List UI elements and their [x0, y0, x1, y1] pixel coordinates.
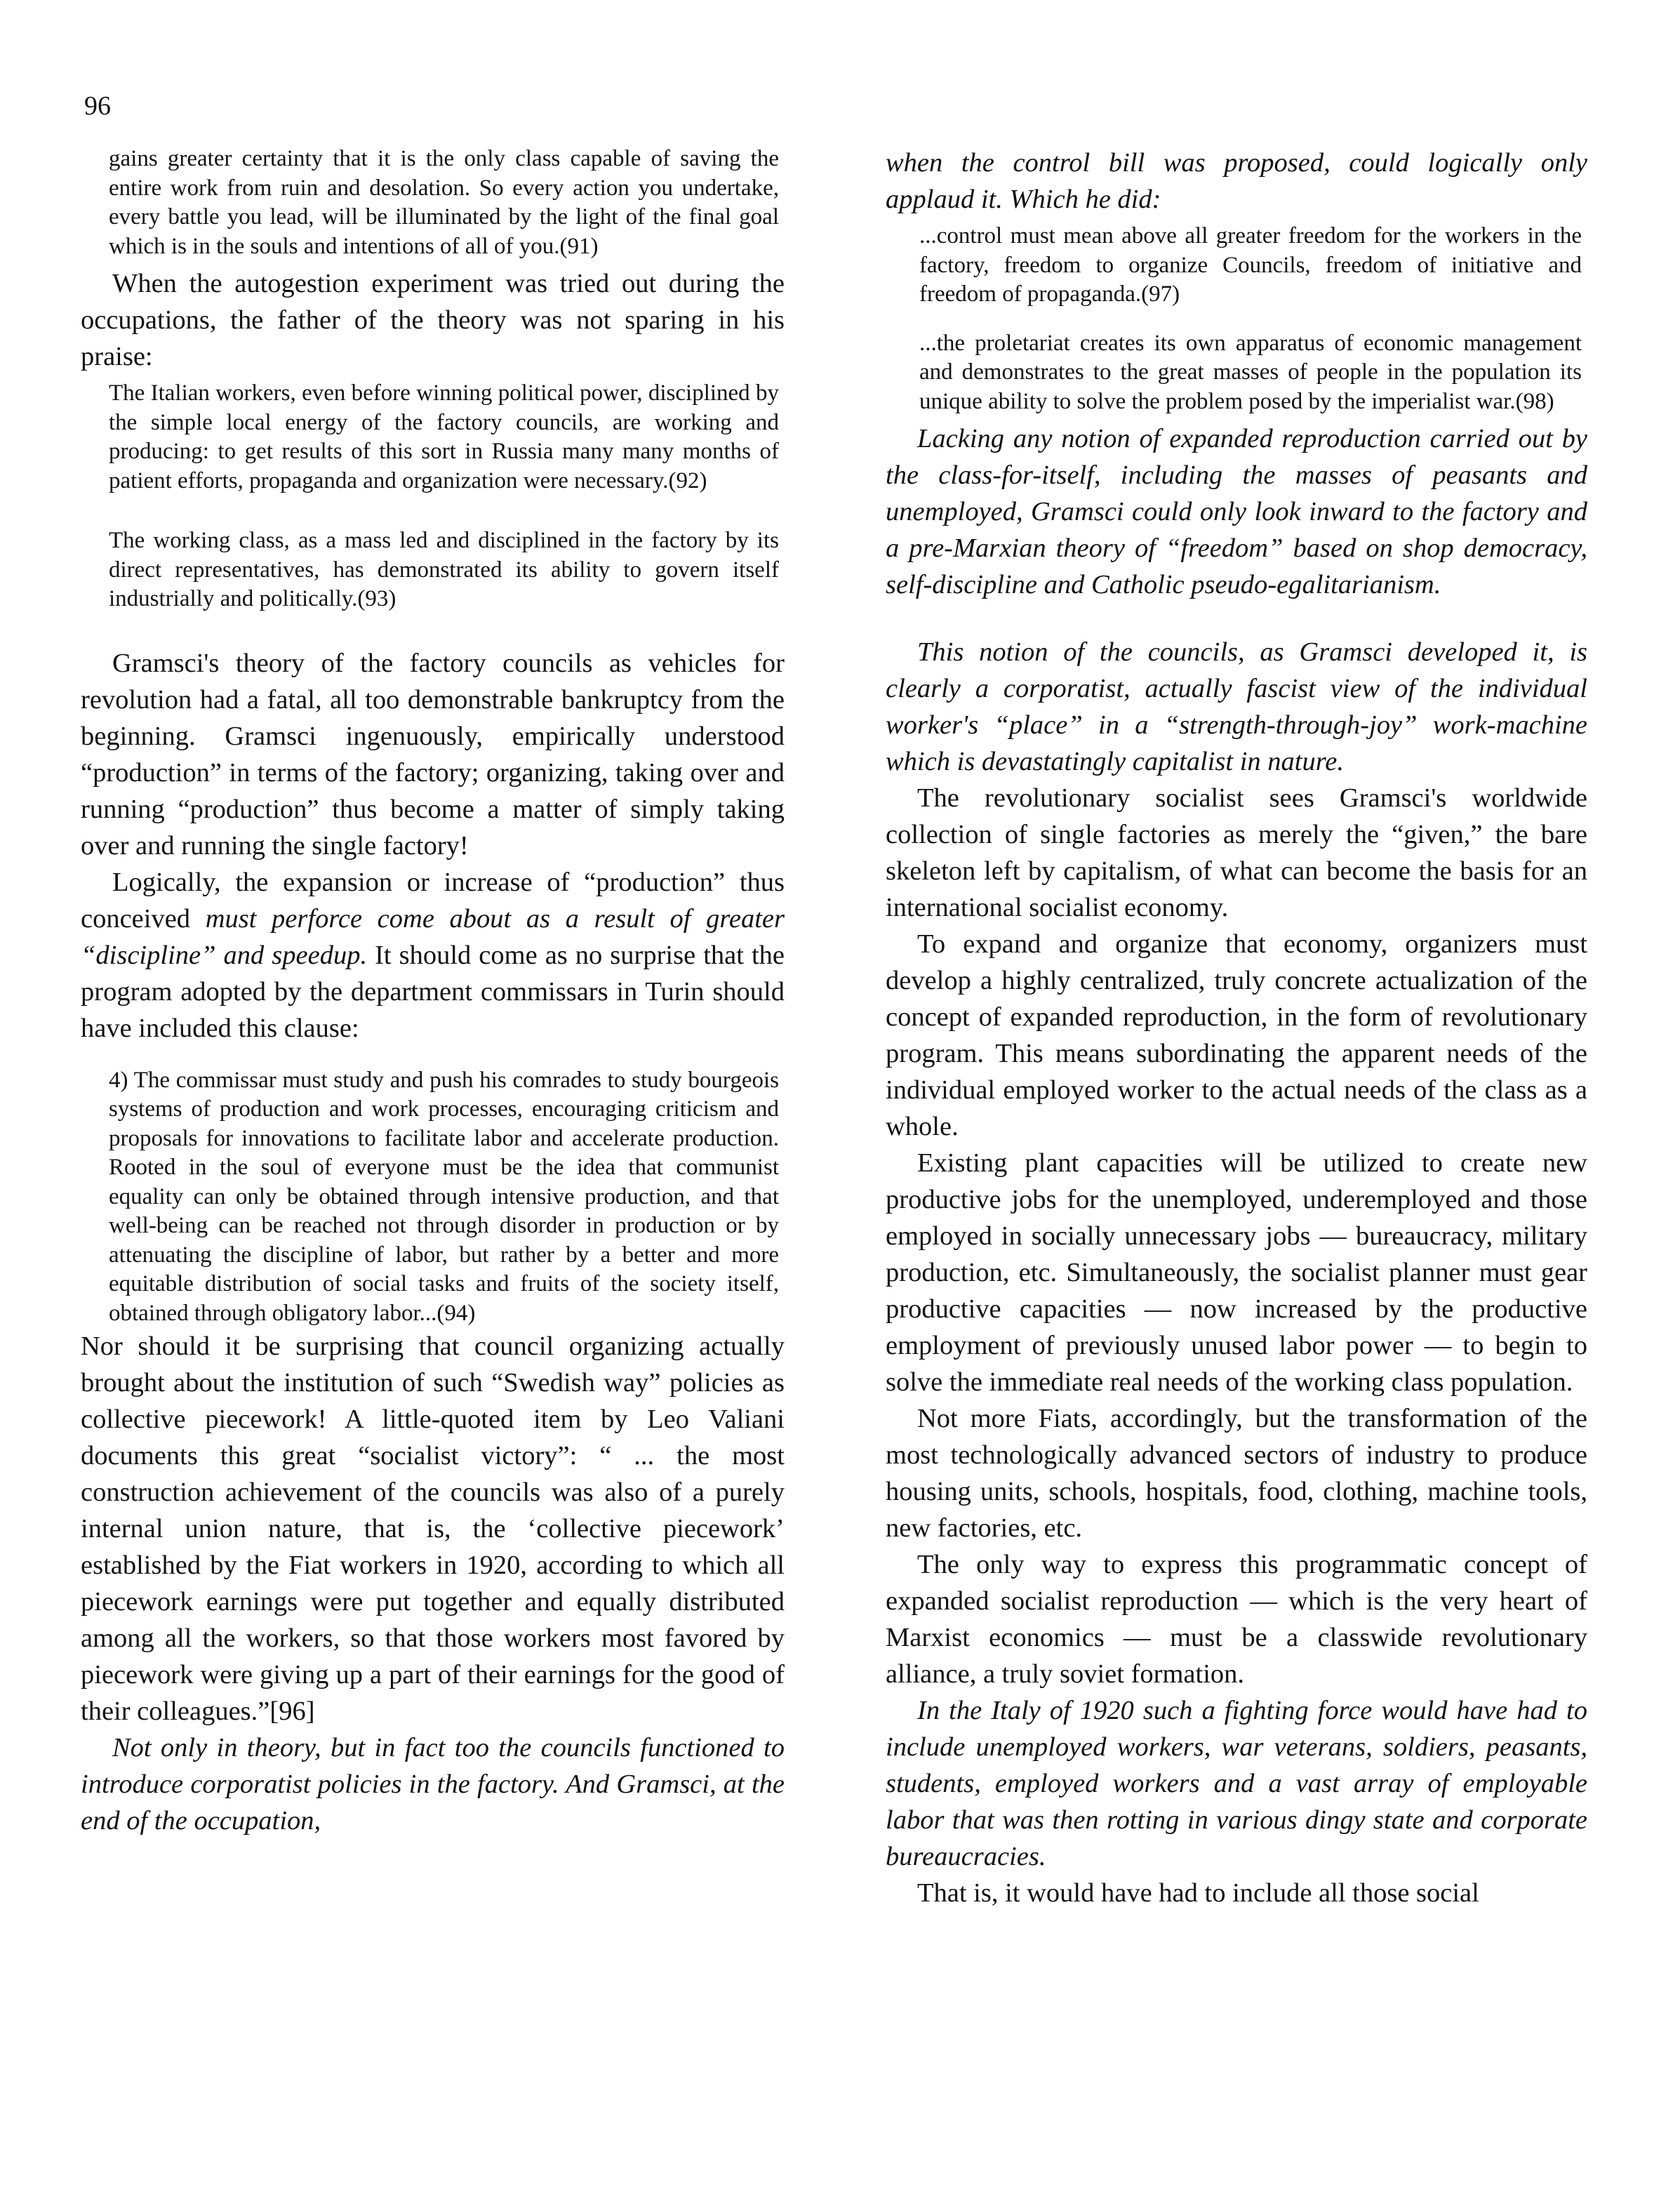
block-quote-91: gains greater certainty that it is the only class capable of saving the entire work from ruin and desolation. So every action you undertake, every battle you lead, will be illuminated by the light of the final goal which is in the souls and intentions of all of you.(91) [109, 146, 779, 259]
paragraph-existing-plant: Existing plant capacities will be utilized to create new productive jobs for the unemployed, underemployed and those employed in socially unnecessary jobs — bureaucracy, military production, etc. Simultaneously, the socialist planner must gear productive capacities — now increased by the productive employment of previously unused labor power — to begin to solve the immediate real needs of the working class population. [886, 1148, 1587, 1397]
block-quote-97: ...control must mean above all greater freedom for the workers in the factory, freedom to organize Councils, freedom of initiative and freedom of propaganda.(97) [919, 223, 1582, 307]
left-column [81, 145, 785, 1839]
block-quote-98: ...the proletariat creates its own apparatus of economic management and demonstrates to the great masses of people in the population its unique ability to solve the problem posed by the imperialist war.(98) [919, 330, 1582, 414]
paragraph-revolutionary-socialist: The revolutionary socialist sees Gramsci's worldwide collection of single factories as merely the “given,” the bare skeleton left by capitalism, of what can become the basis for an international socialist economy. [886, 783, 1587, 922]
paragraph-lacking: Lacking any notion of expanded reproduction carried out by the class-for-itself, including the masses of peasants and unemployed, Gramsci could only look inward to the factory and a pre-Marxian theory of “freedom” based on shop democracy, self-discipline and Catholic pseudo-egalitarianism. [886, 424, 1587, 599]
paragraph-to-expand: To expand and organize that economy, organizers must develop a highly centralized, truly concrete actualization of the concept of expanded reproduction, in the form of revolutionary program. This means subordinating the apparent needs of the individual employed worker to the actual needs of the class as a whole. [886, 929, 1587, 1141]
paragraph-gramsci-theory: Gramsci's theory of the factory councils as vehicles for revolution had a fatal, all too demonstrable bankruptcy from the beginning. Gramsci ingenuously, empirically understood “production” in terms of the factory; organizing, taking over and running “production” thus become a matter of simply taking over and running the single factory! [81, 648, 785, 861]
paragraph-italy-1920: In the Italy of 1920 such a fighting force would have had to include unemployed workers, war veterans, soldiers, peasants, students, employed workers and a vast array of employable labor that was then rotting in various dingy state and corporate bureaucracies. [886, 1696, 1587, 1871]
paragraph-control-bill: when the control bill was proposed, could logically only applaud it. Which he did: [886, 148, 1587, 214]
paragraph-that-is: That is, it would have had to include all those social [917, 1878, 1479, 1908]
paragraph-not-only: Not only in theory, but in fact too the councils functioned to introduce corporatist policies in the factory. And Gramsci, at the end of the occupation, [81, 1733, 785, 1835]
paragraph-only-way: The only way to express this programmatic concept of expanded socialist reproduction — which is the very heart of Marxist economics — must be a classwide revolutionary alliance, a truly soviet formation. [886, 1550, 1587, 1689]
block-quote-93: The working class, as a mass led and disciplined in the factory by its direct representatives, has demonstrated its ability to govern itself industrially and politically.(93) [109, 528, 779, 611]
paragraph-nor-should: Nor should it be surprising that council organizing actually brought about the institution of such “Swedish way” policies as collective piecework! A little-quoted item by Leo Valiani documents this great “socialist victory”: “ ... the most construction achievement of the councils was also of a purely internal union nature, that is, the ‘collective piecework’ established by the Fiat workers in 1920, according to which all piecework earnings were put together and equally distributed among all the workers, so that those workers most favored by piecework were giving up a part of their earnings for the good of their colleagues.”[96] [81, 1332, 785, 1726]
paragraph-this-notion: This notion of the councils, as Gramsci developed it, is clearly a corporatist, actually fascist view of the individual worker's “place” in a “strength-through-joy” work-machine which is devastatingly capitalist in nature. [886, 637, 1587, 776]
paragraph-autogestion: When the autogestion experiment was tried out during the occupations, the father of the theory was not sparing in his praise: [81, 269, 785, 371]
paragraph-logically-lead: Logically, the expansion or increase of “production” thus conceived [81, 867, 785, 934]
paragraph-logically [81, 864, 785, 1047]
paragraph-not-more-fiats: Not more Fiats, accordingly, but the transformation of the most technologically advanced sectors of industry to produce housing units, schools, hospitals, food, clothing, machine tools, new factories, etc. [886, 1404, 1587, 1543]
block-quote-94: 4) The commissar must study and push his comrades to study bourgeois systems of production and work processes, encouraging criticism and proposals for innovations to facilitate labor and accelerate production. Rooted in the soul of everyone must be the idea that communist equality can only be obtained through intensive production, and that well-being can be reached not through disorder in production or by attenuating the discipline of labor, but rather by a better and more equitable distribution of social tasks and fruits of the society itself, obtained through obligatory labor...(94) [109, 1067, 779, 1326]
paragraph-logically-tail: It should come as no surprise that the program adopted by the department commissars in Turin should have included this clause: [81, 940, 785, 1043]
right-column [886, 145, 1587, 1911]
page-number: 96 [84, 91, 111, 121]
block-quote-92: The Italian workers, even before winning political power, disciplined by the simple local energy of the factory councils, are working and producing: to get results of this sort in Russia many many months of patient efforts, propaganda and organization were necessary.(92) [109, 380, 779, 493]
paragraph-logically-italic: must perforce come about as a result of greater “discipline” and speedup. [81, 903, 785, 970]
